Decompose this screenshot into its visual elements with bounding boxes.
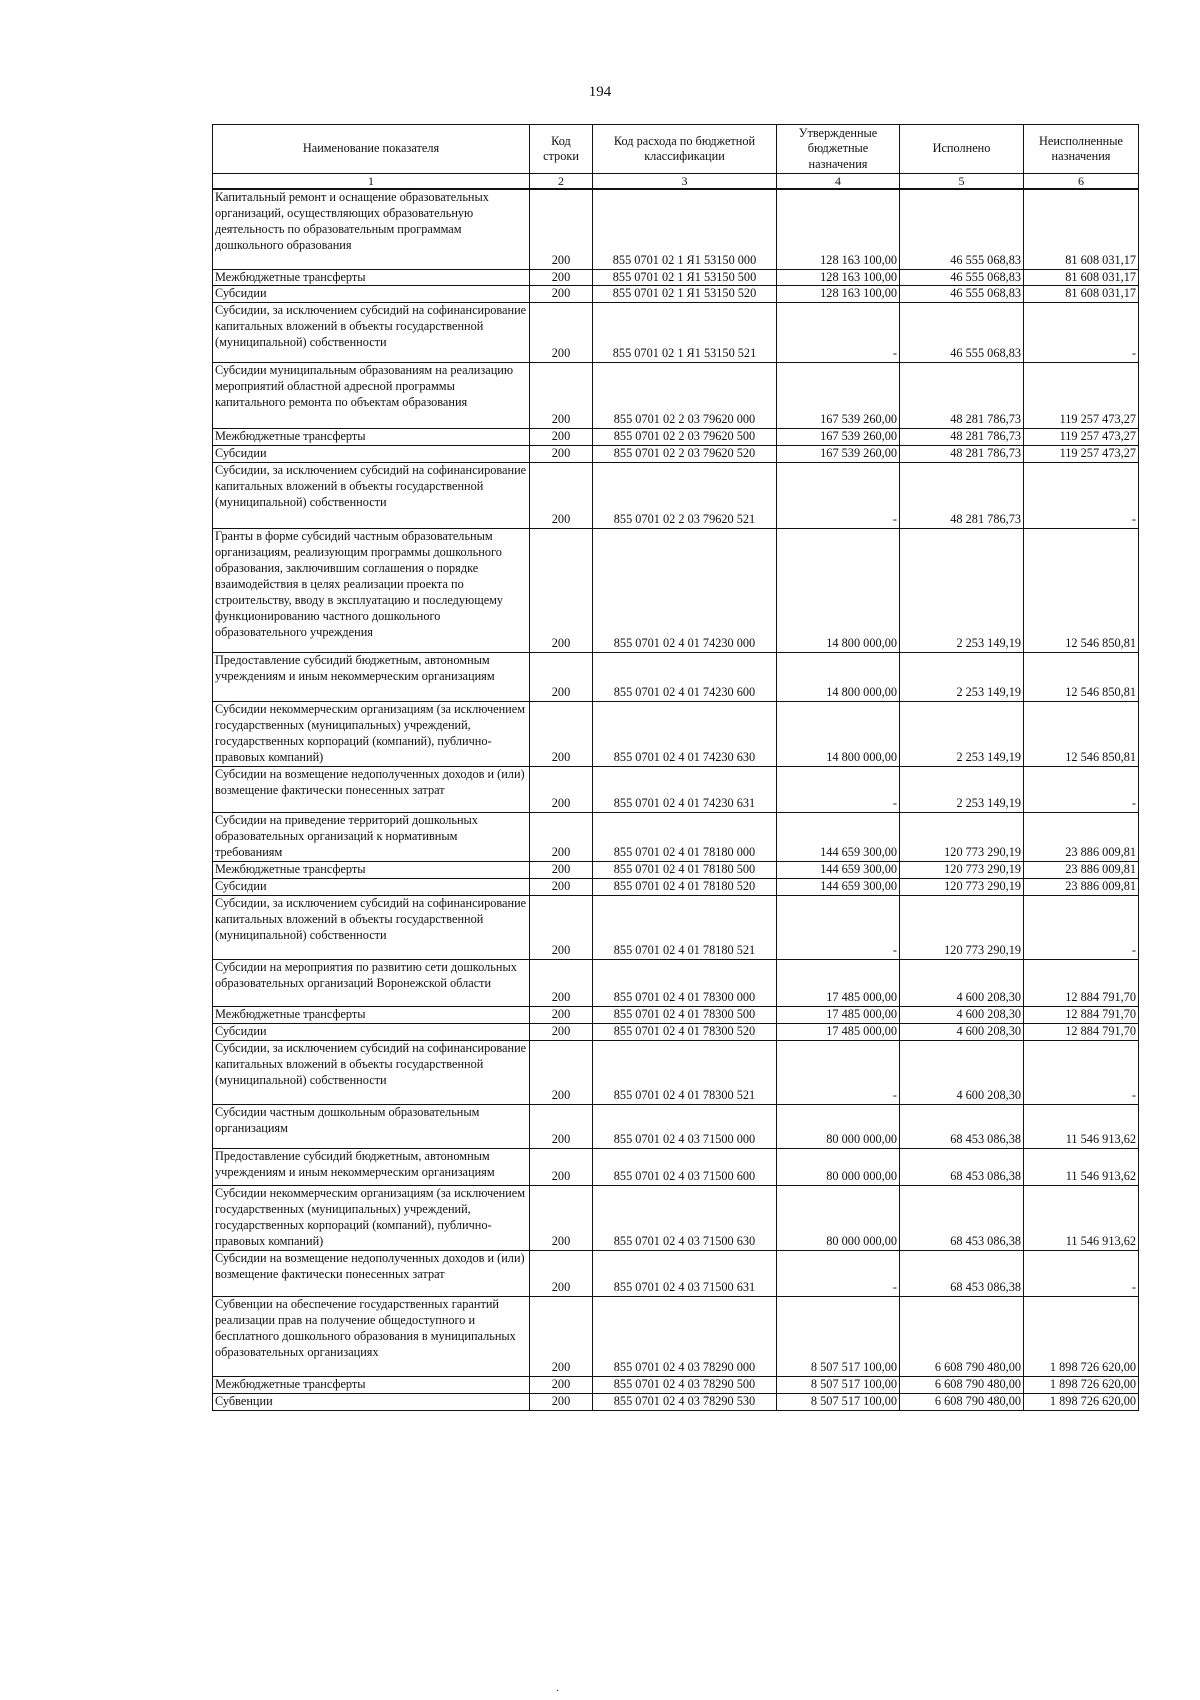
row-budget-code: 855 0701 02 4 01 74230 600 — [593, 653, 777, 702]
row-approved: - — [777, 1041, 900, 1105]
row-name: Предоставление субсидий бюджетным, автономным учреждениям и иным некоммерческим организациям — [213, 653, 530, 702]
row-name: Гранты в форме субсидий частным образовательным организациям, реализующим программы дошкольного образования, заключившим соглашения о порядке взаимодействия в целях реализации проекта по строительству, вводу в эксплуатацию и последующему функционированию частного дошкольного образовательного учреждения — [213, 529, 530, 653]
row-budget-code: 855 0701 02 4 01 78300 500 — [593, 1007, 777, 1024]
row-line-code: 200 — [530, 286, 593, 303]
row-line-code: 200 — [530, 269, 593, 286]
row-line-code: 200 — [530, 862, 593, 879]
row-unexecuted: 11 546 913,62 — [1024, 1149, 1139, 1186]
header-unexecuted: Неисполненные назначения — [1024, 125, 1139, 174]
row-line-code: 200 — [530, 363, 593, 429]
row-unexecuted: 11 546 913,62 — [1024, 1105, 1139, 1149]
row-name: Межбюджетные трансферты — [213, 862, 530, 879]
row-budget-code: 855 0701 02 4 03 71500 631 — [593, 1251, 777, 1297]
row-executed: 48 281 786,73 — [900, 446, 1024, 463]
row-line-code: 200 — [530, 879, 593, 896]
row-budget-code: 855 0701 02 4 01 78180 500 — [593, 862, 777, 879]
row-name: Субсидии, за исключением субсидий на софинансирование капитальных вложений в объекты государственной (муниципальной) собственности — [213, 303, 530, 363]
row-executed: 48 281 786,73 — [900, 463, 1024, 529]
row-executed: 46 555 068,83 — [900, 303, 1024, 363]
table-row — [213, 429, 1139, 446]
row-approved: 14 800 000,00 — [777, 702, 900, 767]
row-line-code: 200 — [530, 303, 593, 363]
row-approved: 128 163 100,00 — [777, 286, 900, 303]
row-executed: 120 773 290,19 — [900, 879, 1024, 896]
row-executed: 4 600 208,30 — [900, 1007, 1024, 1024]
row-budget-code: 855 0701 02 4 01 78300 520 — [593, 1024, 777, 1041]
row-budget-code: 855 0701 02 4 01 78180 000 — [593, 813, 777, 862]
row-approved: 80 000 000,00 — [777, 1186, 900, 1251]
row-executed: 4 600 208,30 — [900, 960, 1024, 1007]
row-unexecuted: - — [1024, 767, 1139, 813]
row-line-code: 200 — [530, 813, 593, 862]
row-budget-code: 855 0701 02 2 03 79620 000 — [593, 363, 777, 429]
table-row — [213, 813, 1139, 862]
row-unexecuted: 81 608 031,17 — [1024, 189, 1139, 269]
table-row — [213, 529, 1139, 653]
row-executed: 6 608 790 480,00 — [900, 1377, 1024, 1394]
row-name: Субсидии — [213, 879, 530, 896]
row-line-code: 200 — [530, 1105, 593, 1149]
row-executed: 2 253 149,19 — [900, 702, 1024, 767]
row-budget-code: 855 0701 02 1 Я1 53150 500 — [593, 269, 777, 286]
row-approved: 80 000 000,00 — [777, 1105, 900, 1149]
row-line-code: 200 — [530, 702, 593, 767]
table-body — [213, 189, 1139, 1411]
row-executed: 68 453 086,38 — [900, 1186, 1024, 1251]
row-executed: 68 453 086,38 — [900, 1251, 1024, 1297]
row-line-code: 200 — [530, 529, 593, 653]
row-approved: 17 485 000,00 — [777, 1007, 900, 1024]
row-unexecuted: 11 546 913,62 — [1024, 1186, 1139, 1251]
table-row — [213, 1007, 1139, 1024]
page-number: 194 — [588, 84, 612, 100]
table-row — [213, 767, 1139, 813]
row-unexecuted: - — [1024, 303, 1139, 363]
table-row — [213, 1149, 1139, 1186]
row-unexecuted: 1 898 726 620,00 — [1024, 1377, 1139, 1394]
row-executed: 120 773 290,19 — [900, 896, 1024, 960]
row-budget-code: 855 0701 02 4 03 78290 000 — [593, 1297, 777, 1377]
row-name: Субвенции на обеспечение государственных гарантий реализации прав на получение общедоступного и бесплатного дошкольного образования в муниципальных образовательных организациях — [213, 1297, 530, 1377]
row-budget-code: 855 0701 02 4 03 71500 630 — [593, 1186, 777, 1251]
row-approved: - — [777, 1251, 900, 1297]
row-name: Межбюджетные трансферты — [213, 1377, 530, 1394]
header-executed: Исполнено — [900, 125, 1024, 174]
table-row — [213, 1251, 1139, 1297]
row-unexecuted: 12 884 791,70 — [1024, 960, 1139, 1007]
row-unexecuted: 12 884 791,70 — [1024, 1007, 1139, 1024]
row-name: Субсидии на возмещение недополученных доходов и (или) возмещение фактически понесенных затрат — [213, 767, 530, 813]
row-line-code: 200 — [530, 960, 593, 1007]
row-line-code: 200 — [530, 1007, 593, 1024]
row-name: Субсидии некоммерческим организациям (за исключением государственных (муниципальных) учреждений, государственных корпораций (компаний), публично-правовых компаний) — [213, 702, 530, 767]
row-executed: 46 555 068,83 — [900, 189, 1024, 269]
row-unexecuted: 12 546 850,81 — [1024, 653, 1139, 702]
row-approved: 14 800 000,00 — [777, 653, 900, 702]
row-unexecuted: - — [1024, 1041, 1139, 1105]
header-name: Наименование показателя — [213, 125, 530, 174]
row-budget-code: 855 0701 02 4 03 71500 000 — [593, 1105, 777, 1149]
table-row — [213, 1024, 1139, 1041]
row-line-code: 200 — [530, 896, 593, 960]
row-name: Межбюджетные трансферты — [213, 1007, 530, 1024]
table-row — [213, 862, 1139, 879]
row-name: Субвенции — [213, 1394, 530, 1411]
row-unexecuted: - — [1024, 463, 1139, 529]
row-approved: 17 485 000,00 — [777, 960, 900, 1007]
row-unexecuted: - — [1024, 1251, 1139, 1297]
row-executed: 2 253 149,19 — [900, 653, 1024, 702]
row-budget-code: 855 0701 02 4 03 78290 530 — [593, 1394, 777, 1411]
table-header — [213, 125, 1139, 190]
row-line-code: 200 — [530, 1377, 593, 1394]
table-row — [213, 702, 1139, 767]
row-name: Субсидии, за исключением субсидий на софинансирование капитальных вложений в объекты государственной (муниципальной) собственности — [213, 896, 530, 960]
column-number: 4 — [777, 174, 900, 190]
row-name: Субсидии на мероприятия по развитию сети дошкольных образовательных организаций Воронежской области — [213, 960, 530, 1007]
row-approved: 128 163 100,00 — [777, 189, 900, 269]
row-unexecuted: 1 898 726 620,00 — [1024, 1297, 1139, 1377]
row-budget-code: 855 0701 02 4 01 74230 630 — [593, 702, 777, 767]
row-approved: 128 163 100,00 — [777, 269, 900, 286]
row-executed: 4 600 208,30 — [900, 1041, 1024, 1105]
header-budget-code: Код расхода по бюджетной классификации — [593, 125, 777, 174]
row-approved: 80 000 000,00 — [777, 1149, 900, 1186]
row-line-code: 200 — [530, 1024, 593, 1041]
row-name: Субсидии некоммерческим организациям (за исключением государственных (муниципальных) учреждений, государственных корпораций (компаний), публично-правовых компаний) — [213, 1186, 530, 1251]
table-row — [213, 269, 1139, 286]
row-budget-code: 855 0701 02 4 03 71500 600 — [593, 1149, 777, 1186]
table-row — [213, 303, 1139, 363]
table-row — [213, 1394, 1139, 1411]
column-numbers-row — [213, 174, 1139, 190]
row-unexecuted: 12 546 850,81 — [1024, 702, 1139, 767]
row-line-code: 200 — [530, 463, 593, 529]
row-unexecuted: 12 546 850,81 — [1024, 529, 1139, 653]
row-executed: 2 253 149,19 — [900, 767, 1024, 813]
row-line-code: 200 — [530, 1251, 593, 1297]
row-budget-code: 855 0701 02 1 Я1 53150 521 — [593, 303, 777, 363]
table-row — [213, 363, 1139, 429]
row-unexecuted: 23 886 009,81 — [1024, 879, 1139, 896]
table-row — [213, 896, 1139, 960]
row-approved: 167 539 260,00 — [777, 363, 900, 429]
row-approved: 8 507 517 100,00 — [777, 1394, 900, 1411]
table-row — [213, 653, 1139, 702]
table-row — [213, 446, 1139, 463]
row-budget-code: 855 0701 02 4 03 78290 500 — [593, 1377, 777, 1394]
row-approved: 144 659 300,00 — [777, 813, 900, 862]
row-name: Субсидии, за исключением субсидий на софинансирование капитальных вложений в объекты государственной (муниципальной) собственности — [213, 463, 530, 529]
row-unexecuted: 119 257 473,27 — [1024, 446, 1139, 463]
row-executed: 6 608 790 480,00 — [900, 1297, 1024, 1377]
table-row — [213, 1377, 1139, 1394]
row-budget-code: 855 0701 02 2 03 79620 500 — [593, 429, 777, 446]
row-line-code: 200 — [530, 1297, 593, 1377]
row-approved: 167 539 260,00 — [777, 429, 900, 446]
row-approved: - — [777, 303, 900, 363]
row-line-code: 200 — [530, 767, 593, 813]
row-executed: 46 555 068,83 — [900, 286, 1024, 303]
row-budget-code: 855 0701 02 2 03 79620 520 — [593, 446, 777, 463]
row-name: Межбюджетные трансферты — [213, 269, 530, 286]
row-approved: - — [777, 767, 900, 813]
row-name: Субсидии на приведение территорий дошкольных образовательных организаций к нормативным требованиям — [213, 813, 530, 862]
row-name: Предоставление субсидий бюджетным, автономным учреждениям и иным некоммерческим организациям — [213, 1149, 530, 1186]
row-budget-code: 855 0701 02 4 01 74230 000 — [593, 529, 777, 653]
row-executed: 48 281 786,73 — [900, 363, 1024, 429]
row-approved: - — [777, 896, 900, 960]
row-approved: 167 539 260,00 — [777, 446, 900, 463]
row-executed: 120 773 290,19 — [900, 862, 1024, 879]
row-unexecuted: 23 886 009,81 — [1024, 862, 1139, 879]
row-budget-code: 855 0701 02 4 01 78300 000 — [593, 960, 777, 1007]
header-approved: Утвержденные бюджетные назначения — [777, 125, 900, 174]
row-budget-code: 855 0701 02 1 Я1 53150 000 — [593, 189, 777, 269]
row-line-code: 200 — [530, 1149, 593, 1186]
row-budget-code: 855 0701 02 4 01 78180 521 — [593, 896, 777, 960]
row-approved: 144 659 300,00 — [777, 879, 900, 896]
row-budget-code: 855 0701 02 4 01 78300 521 — [593, 1041, 777, 1105]
column-number: 1 — [213, 174, 530, 190]
row-line-code: 200 — [530, 653, 593, 702]
budget-execution-table — [212, 124, 1139, 1411]
table-row — [213, 960, 1139, 1007]
row-name: Субсидии частным дошкольным образовательным организациям — [213, 1105, 530, 1149]
row-approved: 8 507 517 100,00 — [777, 1377, 900, 1394]
row-budget-code: 855 0701 02 4 01 78180 520 — [593, 879, 777, 896]
row-approved: 8 507 517 100,00 — [777, 1297, 900, 1377]
column-number: 5 — [900, 174, 1024, 190]
row-approved: 144 659 300,00 — [777, 862, 900, 879]
row-unexecuted: 1 898 726 620,00 — [1024, 1394, 1139, 1411]
table-row — [213, 286, 1139, 303]
row-approved: - — [777, 463, 900, 529]
row-unexecuted: 81 608 031,17 — [1024, 286, 1139, 303]
row-unexecuted: 119 257 473,27 — [1024, 429, 1139, 446]
row-line-code: 200 — [530, 1041, 593, 1105]
table-row — [213, 1105, 1139, 1149]
row-name: Межбюджетные трансферты — [213, 429, 530, 446]
row-name: Субсидии, за исключением субсидий на софинансирование капитальных вложений в объекты государственной (муниципальной) собственности — [213, 1041, 530, 1105]
page-mark: · — [556, 1686, 560, 1697]
header-line-code: Код строки — [530, 125, 593, 174]
row-executed: 68 453 086,38 — [900, 1149, 1024, 1186]
column-number: 2 — [530, 174, 593, 190]
row-line-code: 200 — [530, 446, 593, 463]
row-budget-code: 855 0701 02 1 Я1 53150 520 — [593, 286, 777, 303]
row-name: Субсидии на возмещение недополученных доходов и (или) возмещение фактически понесенных затрат — [213, 1251, 530, 1297]
column-number: 3 — [593, 174, 777, 190]
table-row — [213, 879, 1139, 896]
row-unexecuted: 81 608 031,17 — [1024, 269, 1139, 286]
row-name: Капитальный ремонт и оснащение образовательных организаций, осуществляющих образовательную деятельность по образовательным программам дошкольного образования — [213, 189, 530, 269]
row-unexecuted: - — [1024, 896, 1139, 960]
row-unexecuted: 23 886 009,81 — [1024, 813, 1139, 862]
row-executed: 6 608 790 480,00 — [900, 1394, 1024, 1411]
row-executed: 120 773 290,19 — [900, 813, 1024, 862]
row-approved: 17 485 000,00 — [777, 1024, 900, 1041]
table-row — [213, 1297, 1139, 1377]
row-unexecuted: 119 257 473,27 — [1024, 363, 1139, 429]
table-row — [213, 1041, 1139, 1105]
row-line-code: 200 — [530, 189, 593, 269]
row-executed: 48 281 786,73 — [900, 429, 1024, 446]
row-executed: 68 453 086,38 — [900, 1105, 1024, 1149]
row-executed: 4 600 208,30 — [900, 1024, 1024, 1041]
row-name: Субсидии — [213, 1024, 530, 1041]
row-executed: 2 253 149,19 — [900, 529, 1024, 653]
row-line-code: 200 — [530, 429, 593, 446]
row-name: Субсидии — [213, 446, 530, 463]
table-row — [213, 189, 1139, 269]
row-name: Субсидии — [213, 286, 530, 303]
row-budget-code: 855 0701 02 2 03 79620 521 — [593, 463, 777, 529]
column-number: 6 — [1024, 174, 1139, 190]
table-row — [213, 1186, 1139, 1251]
row-budget-code: 855 0701 02 4 01 74230 631 — [593, 767, 777, 813]
row-name: Субсидии муниципальным образованиям на реализацию мероприятий областной адресной программы капитального ремонта по объектам образования — [213, 363, 530, 429]
row-executed: 46 555 068,83 — [900, 269, 1024, 286]
row-line-code: 200 — [530, 1186, 593, 1251]
row-unexecuted: 12 884 791,70 — [1024, 1024, 1139, 1041]
table-row — [213, 463, 1139, 529]
row-approved: 14 800 000,00 — [777, 529, 900, 653]
row-line-code: 200 — [530, 1394, 593, 1411]
